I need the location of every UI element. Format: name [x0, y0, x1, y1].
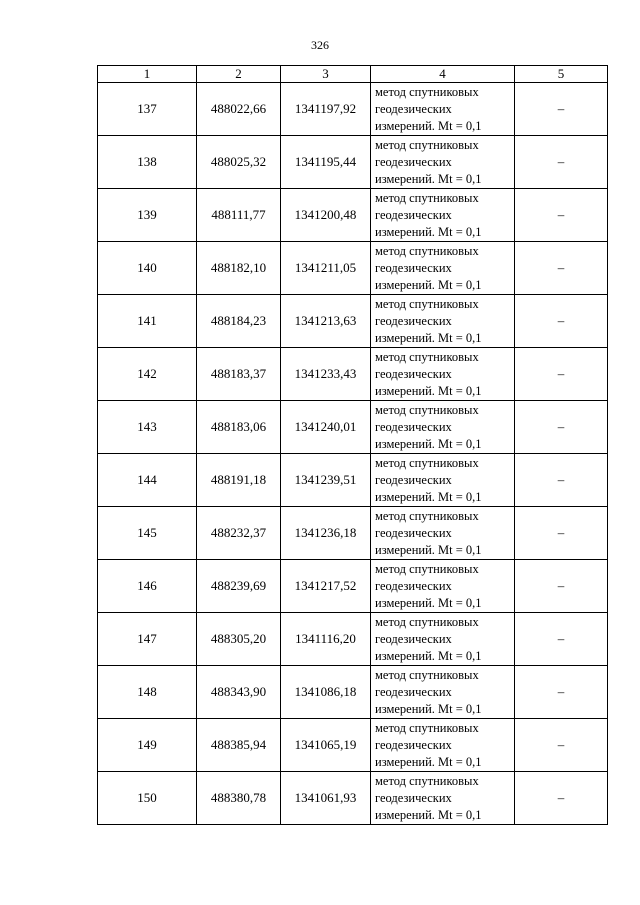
method-line-1: метод спутниковых: [375, 137, 479, 152]
method-line-1: метод спутниковых: [375, 455, 479, 470]
x-coordinate-cell: 488183,37: [197, 348, 281, 401]
x-coordinate-cell: 488191,18: [197, 454, 281, 507]
method-line-1: метод спутниковых: [375, 190, 479, 205]
method-cell: [371, 401, 515, 454]
x-coordinate-cell: 488184,23: [197, 295, 281, 348]
method-line-1: метод спутниковых: [375, 720, 479, 735]
method-cell: [371, 136, 515, 189]
x-coordinate-cell: 488182,10: [197, 242, 281, 295]
note-cell: [515, 242, 608, 295]
method-line-1: метод спутниковых: [375, 561, 479, 576]
method-line-3: измерений. Mt = 0,1: [375, 171, 482, 186]
table-row: [98, 772, 608, 825]
method-line-2: геодезических: [375, 790, 452, 805]
method-line-3: измерений. Mt = 0,1: [375, 330, 482, 345]
method-cell: [371, 242, 515, 295]
note-cell: [515, 189, 608, 242]
method-line-2: геодезических: [375, 313, 452, 328]
method-line-2: геодезических: [375, 366, 452, 381]
dash-mark: –: [557, 684, 565, 699]
y-coordinate-cell: 1341213,63: [281, 295, 371, 348]
y-coordinate-cell: 1341233,43: [281, 348, 371, 401]
table-row: [98, 613, 608, 666]
point-number-cell: 144: [98, 454, 197, 507]
method-cell: [371, 613, 515, 666]
method-line-2: геодезических: [375, 684, 452, 699]
table-row: [98, 83, 608, 136]
method-line-1: метод спутниковых: [375, 508, 479, 523]
method-line-2: геодезических: [375, 154, 452, 169]
point-number-cell: 148: [98, 666, 197, 719]
x-coordinate-cell: 488380,78: [197, 772, 281, 825]
x-coordinate-cell: 488305,20: [197, 613, 281, 666]
note-cell: [515, 295, 608, 348]
method-line-3: измерений. Mt = 0,1: [375, 383, 482, 398]
note-cell: [515, 348, 608, 401]
method-line-2: геодезических: [375, 260, 452, 275]
method-cell: [371, 666, 515, 719]
x-coordinate-cell: 488343,90: [197, 666, 281, 719]
note-cell: [515, 666, 608, 719]
method-line-3: измерений. Mt = 0,1: [375, 807, 482, 822]
y-coordinate-cell: 1341240,01: [281, 401, 371, 454]
method-line-3: измерений. Mt = 0,1: [375, 118, 482, 133]
table-row: [98, 348, 608, 401]
method-line-2: геодезических: [375, 578, 452, 593]
table-row: [98, 454, 608, 507]
y-coordinate-cell: 1341197,92: [281, 83, 371, 136]
y-coordinate-cell: 1341200,48: [281, 189, 371, 242]
method-line-1: метод спутниковых: [375, 84, 479, 99]
table-row: [98, 560, 608, 613]
note-cell: [515, 136, 608, 189]
method-line-3: измерений. Mt = 0,1: [375, 436, 482, 451]
dash-mark: –: [557, 790, 565, 805]
method-cell: [371, 507, 515, 560]
column-header-4: 4: [371, 66, 515, 83]
table-row: [98, 242, 608, 295]
note-cell: [515, 507, 608, 560]
method-line-1: метод спутниковых: [375, 614, 479, 629]
method-line-3: измерений. Mt = 0,1: [375, 701, 482, 716]
y-coordinate-cell: 1341065,19: [281, 719, 371, 772]
method-line-3: измерений. Mt = 0,1: [375, 224, 482, 239]
method-cell: [371, 719, 515, 772]
method-line-2: геодезических: [375, 631, 452, 646]
x-coordinate-cell: 488385,94: [197, 719, 281, 772]
note-cell: [515, 719, 608, 772]
point-number-cell: 147: [98, 613, 197, 666]
note-cell: [515, 401, 608, 454]
method-line-3: измерений. Mt = 0,1: [375, 648, 482, 663]
point-number-cell: 143: [98, 401, 197, 454]
y-coordinate-cell: 1341086,18: [281, 666, 371, 719]
point-number-cell: 140: [98, 242, 197, 295]
method-line-3: измерений. Mt = 0,1: [375, 277, 482, 292]
table-row: [98, 666, 608, 719]
method-cell: [371, 348, 515, 401]
method-line-1: метод спутниковых: [375, 667, 479, 682]
dash-mark: –: [557, 101, 565, 116]
table-body: [98, 83, 608, 825]
y-coordinate-cell: 1341217,52: [281, 560, 371, 613]
note-cell: [515, 613, 608, 666]
point-number-cell: 139: [98, 189, 197, 242]
method-cell: [371, 295, 515, 348]
note-cell: [515, 454, 608, 507]
point-number-cell: 149: [98, 719, 197, 772]
y-coordinate-cell: 1341211,05: [281, 242, 371, 295]
x-coordinate-cell: 488232,37: [197, 507, 281, 560]
method-line-2: геодезических: [375, 207, 452, 222]
point-number-cell: 142: [98, 348, 197, 401]
method-line-2: геодезических: [375, 737, 452, 752]
method-line-2: геодезических: [375, 525, 452, 540]
method-line-3: измерений. Mt = 0,1: [375, 595, 482, 610]
method-cell: [371, 83, 515, 136]
table-header-row: [98, 66, 608, 83]
method-line-1: метод спутниковых: [375, 402, 479, 417]
column-header-2: 2: [197, 66, 281, 83]
table-row: [98, 401, 608, 454]
method-line-2: геодезических: [375, 101, 452, 116]
table-row: [98, 295, 608, 348]
dash-mark: –: [557, 472, 565, 487]
method-line-3: измерений. Mt = 0,1: [375, 489, 482, 504]
method-line-1: метод спутниковых: [375, 349, 479, 364]
table-row: [98, 507, 608, 560]
y-coordinate-cell: 1341236,18: [281, 507, 371, 560]
table-row: [98, 136, 608, 189]
method-line-3: измерений. Mt = 0,1: [375, 542, 482, 557]
dash-mark: –: [557, 260, 565, 275]
method-cell: [371, 189, 515, 242]
note-cell: [515, 83, 608, 136]
coordinates-table: [97, 65, 608, 825]
dash-mark: –: [557, 631, 565, 646]
point-number-cell: 137: [98, 83, 197, 136]
dash-mark: –: [557, 419, 565, 434]
table-row: [98, 719, 608, 772]
column-header-5: 5: [515, 66, 608, 83]
point-number-cell: 146: [98, 560, 197, 613]
point-number-cell: 138: [98, 136, 197, 189]
column-header-3: 3: [281, 66, 371, 83]
dash-mark: –: [557, 207, 565, 222]
y-coordinate-cell: 1341195,44: [281, 136, 371, 189]
method-cell: [371, 454, 515, 507]
x-coordinate-cell: 488239,69: [197, 560, 281, 613]
method-cell: [371, 560, 515, 613]
dash-mark: –: [557, 313, 565, 328]
method-line-2: геодезических: [375, 472, 452, 487]
x-coordinate-cell: 488022,66: [197, 83, 281, 136]
note-cell: [515, 772, 608, 825]
method-line-1: метод спутниковых: [375, 773, 479, 788]
x-coordinate-cell: 488111,77: [197, 189, 281, 242]
dash-mark: –: [557, 737, 565, 752]
column-header-1: 1: [98, 66, 197, 83]
y-coordinate-cell: 1341239,51: [281, 454, 371, 507]
dash-mark: –: [557, 525, 565, 540]
note-cell: [515, 560, 608, 613]
point-number-cell: 150: [98, 772, 197, 825]
point-number-cell: 141: [98, 295, 197, 348]
method-line-1: метод спутниковых: [375, 243, 479, 258]
method-line-1: метод спутниковых: [375, 296, 479, 311]
page-number: 326: [311, 38, 329, 52]
table-row: [98, 189, 608, 242]
dash-mark: –: [557, 578, 565, 593]
dash-mark: –: [557, 366, 565, 381]
x-coordinate-cell: 488183,06: [197, 401, 281, 454]
point-number-cell: 145: [98, 507, 197, 560]
y-coordinate-cell: 1341116,20: [281, 613, 371, 666]
x-coordinate-cell: 488025,32: [197, 136, 281, 189]
method-cell: [371, 772, 515, 825]
y-coordinate-cell: 1341061,93: [281, 772, 371, 825]
method-line-3: измерений. Mt = 0,1: [375, 754, 482, 769]
method-line-2: геодезических: [375, 419, 452, 434]
dash-mark: –: [557, 154, 565, 169]
